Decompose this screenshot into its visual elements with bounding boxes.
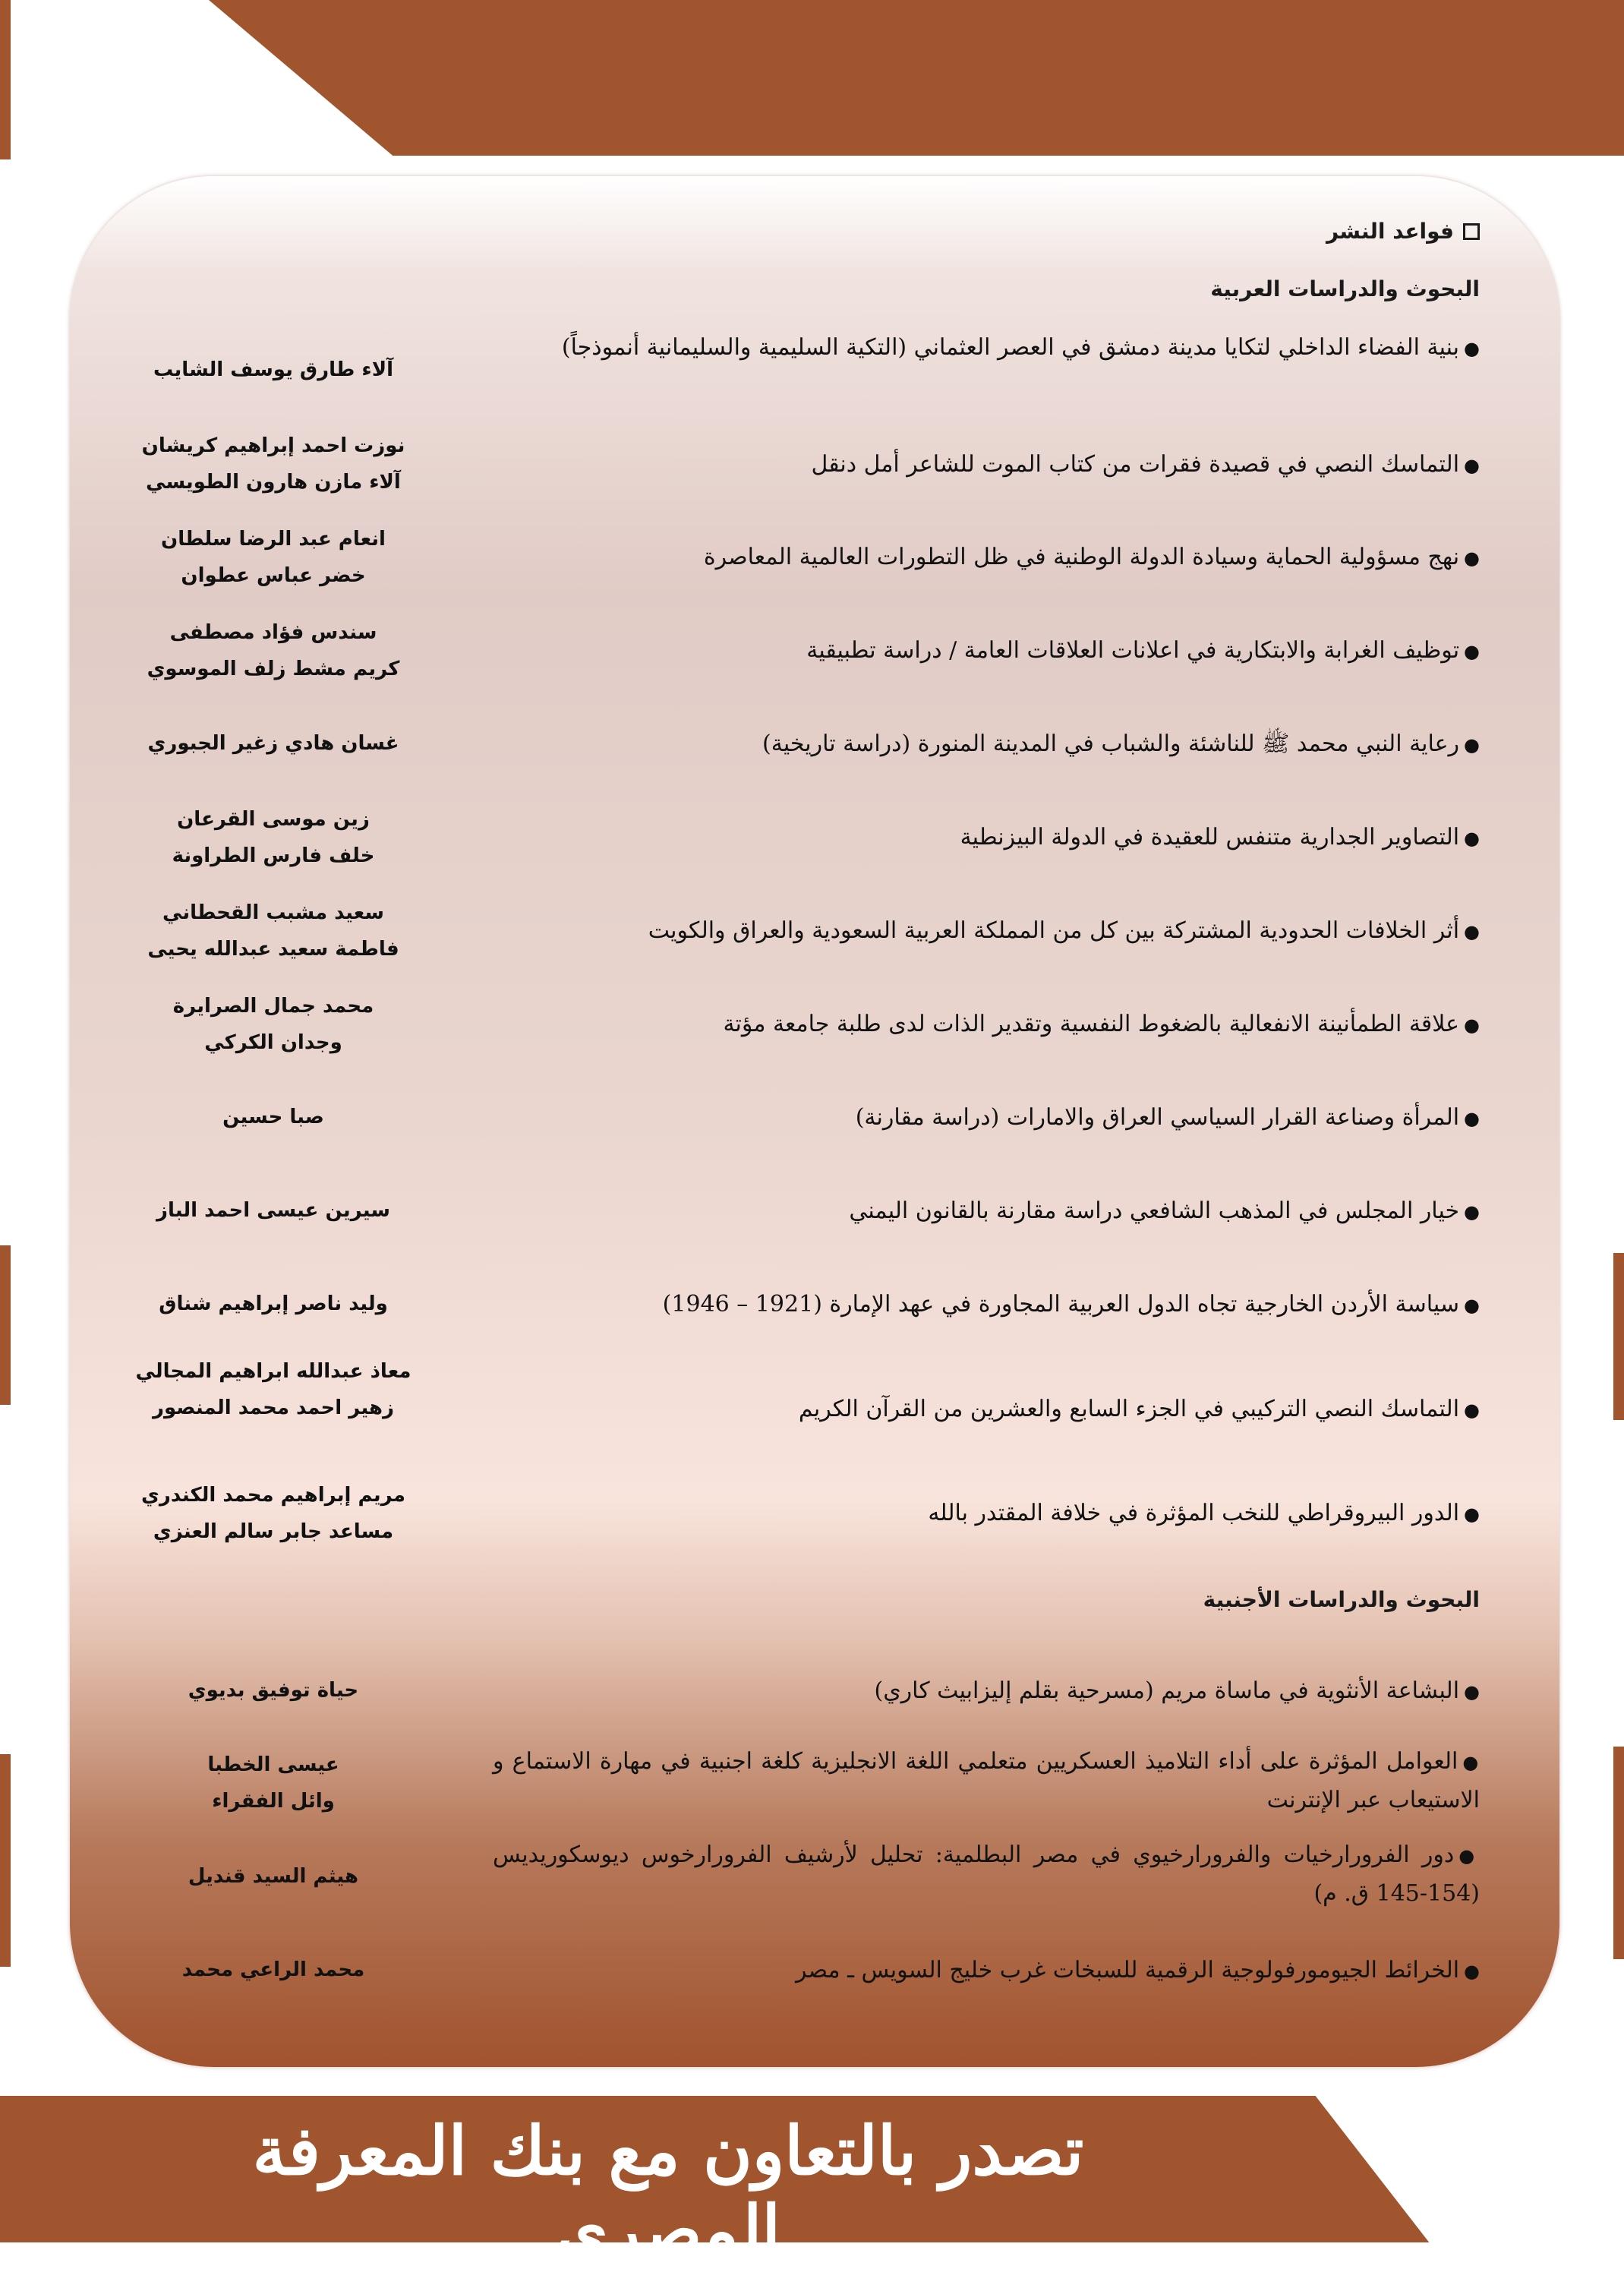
entry-title: ●بنية الفضاء الداخلي لتكايا مدينة دمشق في العصر العثماني (التكية السليمية والسليمانية أنموذجاً) bbox=[561, 334, 1480, 361]
right-edge-bar bbox=[1613, 1253, 1624, 1420]
arabic-section-heading: البحوث والدراسات العربية bbox=[1210, 276, 1480, 301]
entry-authors: سعيد مشبب القحطاني فاطمة سعيد عبدالله يحيى bbox=[147, 901, 399, 961]
entry-title: ●توظيف الغرابة والابتكارية في اعلانات العلاقات العامة / دراسة تطبيقية bbox=[806, 637, 1480, 664]
entry-title: ●أثر الخلافات الحدودية المشتركة بين كل من المملكة العربية السعودية والعراق والكويت bbox=[648, 917, 1480, 944]
top-decorative-band bbox=[209, 0, 1624, 156]
entry-authors: آلاء طارق يوسف الشايب bbox=[153, 358, 393, 381]
entry-authors: معاذ عبدالله ابراهيم المجالي زهير احمد محمد المنصور bbox=[135, 1360, 412, 1419]
entry-title: ●خيار المجلس في المذهب الشافعي دراسة مقارنة بالقانون اليمني bbox=[849, 1198, 1480, 1224]
entry-authors: مريم إبراهيم محمد الكندري مساعد جابر سالم العنزي bbox=[141, 1484, 405, 1543]
entry-authors: زين موسى القرعان خلف فارس الطراونة bbox=[172, 808, 375, 867]
entry-title: ●علاقة الطمأنينة الانفعالية بالضغوط النفسية وتقدير الذات لدى طلبة جامعة مؤتة bbox=[723, 1011, 1480, 1037]
left-edge-bar bbox=[0, 1754, 11, 1967]
publication-rules-heading: فواعد النشر bbox=[1326, 219, 1480, 244]
entry-authors: وليد ناصر إبراهيم شناق bbox=[159, 1292, 388, 1315]
entry-authors: هيثم السيد قنديل bbox=[188, 1865, 359, 1888]
entry-title: ●التصاوير الجدارية متنفس للعقيدة في الدولة البيزنطية bbox=[960, 824, 1480, 850]
entry-authors: عيسى الخطبا وائل الفقراء bbox=[207, 1753, 339, 1813]
entry-title: ●التماسك النصي التركيبي في الجزء السابع والعشرين من القرآن الكريم bbox=[798, 1396, 1480, 1422]
entry-title: ●البشاعة الأنثوية في ماساة مريم (مسرحية بقلم إليزابيث كاري) bbox=[874, 1677, 1480, 1704]
entry-authors: سيرين عيسى احمد الباز bbox=[156, 1199, 390, 1222]
entry-authors: محمد الراعي محمد bbox=[181, 1958, 365, 1981]
entry-title: ●دور الفرورارخيات والفرورارخيوي في مصر البطلمية: تحليل لأرشيف الفرورارخوس ديوسكوريديس (154-145 ق. م) bbox=[493, 1841, 1480, 1907]
right-edge-bar bbox=[1613, 1747, 1624, 1959]
left-edge-bar bbox=[0, 1245, 11, 1405]
entry-authors: نوزت احمد إبراهيم كريشان آلاء مازن هارون الطويسي bbox=[141, 434, 405, 494]
entry-authors: غسان هادي زغير الجبوري bbox=[147, 732, 399, 755]
foreign-section-heading: البحوث والدراسات الأجنبية bbox=[1203, 1587, 1480, 1612]
entry-title: ●الدور البيروقراطي للنخب المؤثرة في خلافة المقتدر بالله bbox=[928, 1500, 1480, 1526]
footer-text: تصدر بالتعاون مع بنك المعرفة المصري bbox=[252, 2111, 1084, 2269]
entry-title: ●سياسة الأردن الخارجية تجاه الدول العربية المجاورة في عهد الإمارة (1921 – 1946) bbox=[662, 1291, 1480, 1318]
entry-title: ●الخرائط الجيومورفولوجية الرقمية للسبخات غرب خليج السويس ـ مصر bbox=[795, 1957, 1480, 1983]
entry-title: ●نهج مسؤولية الحماية وسيادة الدولة الوطنية في ظل التطورات العالمية المعاصرة bbox=[703, 544, 1480, 570]
entry-authors: محمد جمال الصرايرة وجدان الكركي bbox=[172, 995, 374, 1054]
entry-authors: صبا حسين bbox=[222, 1106, 324, 1128]
entry-title: ●المرأة وصناعة القرار السياسي العراق والامارات (دراسة مقارنة) bbox=[855, 1104, 1480, 1131]
entry-authors: سندس فؤاد مصطفى كريم مشط زلف الموسوي bbox=[147, 621, 400, 680]
entry-title: ●العوامل المؤثرة على أداء التلاميذ العسكريين متعلمي اللغة الانجليزية كلغة اجنبية في مهارة الاستماع و الاستيعاب عبر الإنترنت bbox=[493, 1748, 1480, 1813]
checkbox-icon bbox=[1463, 223, 1480, 240]
entry-authors: انعام عبد الرضا سلطان خضر عباس عطوان bbox=[161, 528, 386, 587]
entry-authors: حياة توفيق بديوي bbox=[188, 1679, 359, 1702]
left-edge-bar bbox=[0, 0, 11, 159]
entry-title: ●رعاية النبي محمد ﷺ للناشئة والشباب في المدينة المنورة (دراسة تاريخية) bbox=[762, 731, 1480, 757]
entry-title: ●التماسك النصي في قصيدة فقرات من كتاب الموت للشاعر أمل دنقل bbox=[811, 451, 1480, 478]
